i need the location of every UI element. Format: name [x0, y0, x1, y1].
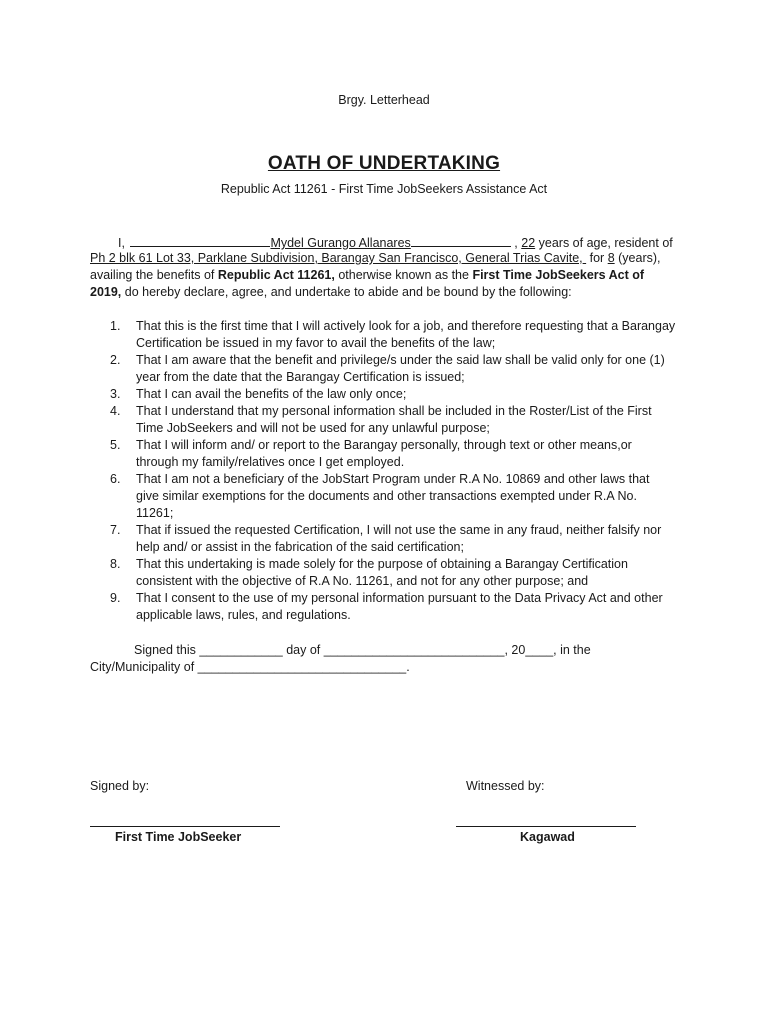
- undertaking-item: [90, 352, 690, 386]
- residency-years: 8: [607, 251, 615, 265]
- name-blank-left: [130, 233, 270, 247]
- undertaking-item: [90, 471, 690, 522]
- item-text-line: That this is the first time that I will actively look for a job, and therefore requesting that a Barangay: [136, 319, 676, 333]
- undertaking-item: [90, 590, 690, 624]
- document-subtitle: Republic Act 11261 - First Time JobSeekers Assistance Act: [220, 182, 548, 196]
- undertaking-item: [90, 386, 690, 403]
- item-text-line: That if issued the requested Certification, I will not use the same in any fraud, neither falsify nor: [136, 523, 662, 537]
- item-number: 2.: [110, 353, 121, 367]
- kagawad-label: Kagawad: [520, 830, 575, 844]
- document-title: OATH OF UNDERTAKING: [267, 153, 501, 174]
- undertaking-item: [90, 403, 690, 437]
- declare-text: do hereby declare, agree, and undertake to abide and be bound by the following:: [124, 285, 572, 299]
- item-text-line: That I will inform and/ or report to the Barangay personally, through text or other means,or: [136, 438, 632, 452]
- undertaking-item: [90, 318, 690, 352]
- item-text-line: That I understand that my personal information shall be included in the Roster/List of the First: [136, 404, 652, 418]
- jobseeker-address: Ph 2 blk 61 Lot 33, Parklane Subdivision, Barangay San Francisco, General Trias Cavite,: [90, 251, 583, 265]
- item-text-line: That this undertaking is made solely for the purpose of obtaining a Barangay Certification: [136, 557, 628, 571]
- item-number: 3.: [110, 387, 121, 401]
- item-number: 7.: [110, 523, 121, 537]
- signed-this-line: Signed this ____________ day of __________________________, 20____, in the: [134, 643, 591, 657]
- name-blank-right: [411, 233, 511, 247]
- act-name-part-1: First Time JobSeekers Act of: [472, 268, 645, 282]
- item-number: 4.: [110, 404, 121, 418]
- item-text-line: 11261;: [136, 506, 174, 520]
- item-text-line: Time JobSeekers and will not be used for any unlawful purpose;: [136, 421, 490, 435]
- undertaking-list: [90, 318, 690, 624]
- item-text-line: help and/ or assist in the fabrication of the said certification;: [136, 540, 464, 554]
- undertaking-item: [90, 437, 690, 471]
- jobseeker-signature-line: [90, 826, 280, 827]
- intro-comma: ,: [514, 236, 518, 250]
- city-municipality-line: City/Municipality of ______________________________.: [90, 660, 410, 674]
- age-suffix: years of age, resident of: [538, 236, 673, 250]
- intro-line-3: [90, 267, 644, 284]
- jobseeker-label: First Time JobSeeker: [115, 830, 242, 844]
- jobseeker-name: Mydel Gurango Allanares: [270, 236, 411, 250]
- intro-i: I,: [118, 236, 125, 250]
- known-as-text: otherwise known as the: [338, 268, 469, 282]
- years-suffix: (years),: [618, 251, 661, 265]
- for-text: for: [589, 251, 605, 265]
- item-text-line: give similar exemptions for the documents and other transactions exempted under R.A No.: [136, 489, 637, 503]
- undertaking-item: [90, 522, 690, 556]
- item-text-line: Certification be issued in my favor to avail the benefits of the law;: [136, 336, 496, 350]
- item-text-line: That I am not a beneficiary of the JobStart Program under R.A No. 10869 and other laws that: [136, 472, 650, 486]
- item-text-line: applicable laws, rules, and regulations.: [136, 608, 351, 622]
- item-text-line: through my family/relatives once I get employed.: [136, 455, 405, 469]
- kagawad-signature-line: [456, 826, 636, 827]
- item-number: 6.: [110, 472, 121, 486]
- republic-act: Republic Act 11261,: [217, 268, 335, 282]
- item-text-line: consistent with the objective of R.A No. 11261, and not for any other purpose; and: [136, 574, 589, 588]
- item-text-line: That I am aware that the benefit and privilege/s under the said law shall be valid only for one (1): [136, 353, 665, 367]
- signed-by-label: Signed by:: [90, 779, 150, 793]
- item-number: 8.: [110, 557, 121, 571]
- availing-text: availing the benefits of: [90, 268, 215, 282]
- item-number: 1.: [110, 319, 121, 333]
- item-text-line: That I can avail the benefits of the law only once;: [136, 387, 407, 401]
- item-number: 9.: [110, 591, 121, 605]
- undertaking-item: [90, 556, 690, 590]
- act-name-part-2: 2019,: [90, 285, 122, 299]
- jobseeker-age: 22: [521, 236, 536, 250]
- intro-line-2: [90, 250, 661, 267]
- item-text-line: That I consent to the use of my personal information pursuant to the Data Privacy Act and other: [136, 591, 663, 605]
- intro-line-4: [90, 284, 572, 301]
- item-text-line: year from the date that the Barangay Certification is issued;: [136, 370, 465, 384]
- witnessed-by-label: Witnessed by:: [466, 779, 545, 793]
- letterhead: Brgy. Letterhead: [338, 93, 430, 107]
- item-number: 5.: [110, 438, 121, 452]
